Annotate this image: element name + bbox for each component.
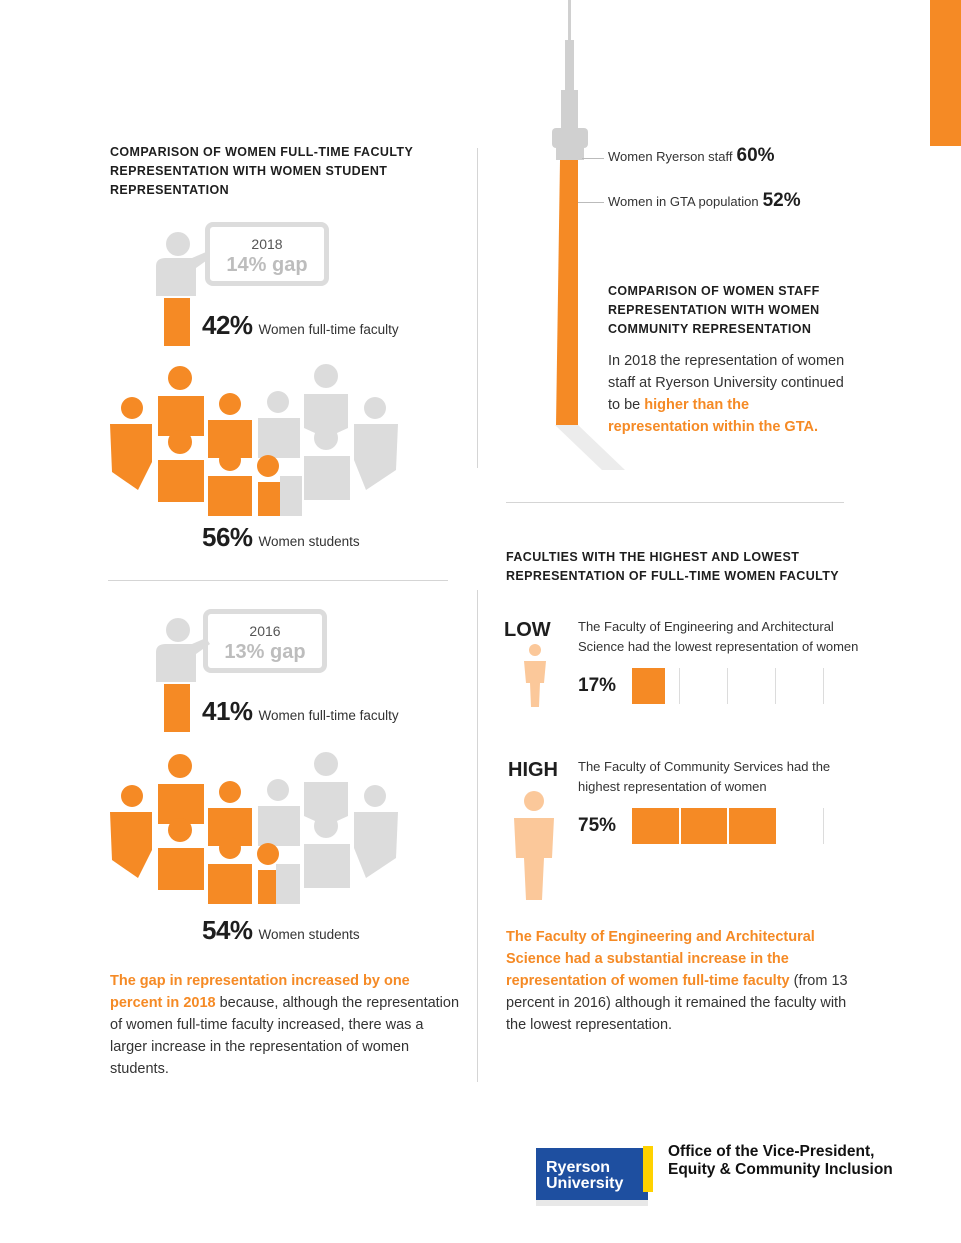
left-summary-bold: The gap in representation increased by one percent in 2018 [110, 973, 410, 1011]
gap-year: 2016 [249, 623, 281, 639]
students-stat-2018 [202, 522, 360, 553]
column-divider-bottom [477, 590, 478, 1082]
gap-value: 14% gap [226, 254, 308, 276]
faculty-stat-2018 [202, 310, 399, 341]
left-summary-rest: because, although the representation of women full-time faculty increased, there was a larger increase in the representation of women students. [110, 995, 460, 1077]
faculty-label: Women full-time faculty [258, 708, 399, 723]
faculty-stat-2016 [202, 696, 399, 727]
left-summary [110, 970, 460, 1080]
staff-heading: COMPARISON OF WOMEN STAFF REPRESENTATION WITH WOMEN COMMUNITY REPRESENTATION [608, 284, 820, 336]
tower-staff-stat [608, 145, 775, 167]
logo-accent-bar [643, 1146, 653, 1192]
tower-gta-stat [608, 190, 801, 212]
high-bar [632, 808, 826, 844]
tower-gta-label: Women in GTA population [608, 194, 759, 209]
right-summary-bold: The Faculty of Engineering and Architectural Science had a substantial increase in the representation of women full-time faculty [506, 929, 815, 989]
office-title [668, 1143, 928, 1179]
faculty-label: Women full-time faculty [258, 322, 399, 337]
faculty-student-heading: COMPARISON OF WOMEN FULL-TIME FACULTY REPRESENTATION WITH WOMEN STUDENT REPRESENTATION [110, 145, 413, 197]
tower-gta-pct: 52% [762, 190, 801, 211]
bar-tick [775, 668, 776, 704]
faculties-heading: FACULTIES WITH THE HIGHEST AND LOWEST REPRESENTATION OF FULL-TIME WOMEN FACULTY [506, 550, 840, 583]
tower-staff-label: Women Ryerson staff [608, 149, 733, 164]
low-text: The Faculty of Engineering and Architectural Science had the lowest representation of women [578, 619, 859, 654]
low-pct: 17% [578, 675, 617, 696]
crowd-icon-2016 [108, 750, 400, 910]
column-divider-top [477, 148, 478, 468]
person-icon-high [512, 790, 556, 900]
right-summary [506, 926, 851, 1036]
bar-tick [727, 668, 728, 704]
high-tag: HIGH [508, 759, 558, 781]
faculty-pct: 42% [202, 310, 253, 340]
corner-tab [930, 0, 961, 146]
high-text: The Faculty of Community Services had the highest representation of women [578, 759, 831, 794]
right-section-divider [506, 502, 844, 503]
ryerson-logo [536, 1148, 648, 1206]
high-bar-fill [632, 808, 776, 844]
students-label: Women students [258, 534, 360, 549]
office-line-1: Office of the Vice-President, [668, 1143, 875, 1160]
staff-text-bold: higher than the representation within the GTA. [608, 397, 818, 435]
person-icon-low [522, 643, 548, 707]
tower-leader-staff [582, 158, 604, 159]
crowd-icon-2018 [108, 362, 400, 522]
gap-box-2018 [205, 222, 329, 286]
bar-tick [679, 808, 681, 844]
gap-box-2016 [203, 609, 327, 673]
bar-tick [823, 808, 824, 844]
gap-year: 2018 [251, 236, 283, 252]
low-bar [632, 668, 826, 704]
left-section-divider [108, 580, 448, 581]
office-line-2: Equity & Community Inclusion [668, 1161, 893, 1178]
bar-tick [823, 668, 824, 704]
low-tag: LOW [504, 619, 551, 641]
students-label: Women students [258, 927, 360, 942]
students-pct: 54% [202, 915, 253, 945]
students-stat-2016 [202, 915, 360, 946]
bar-tick [727, 808, 729, 844]
high-pct: 75% [578, 815, 617, 836]
faculty-pct: 41% [202, 696, 253, 726]
logo-line-1: Ryerson [546, 1159, 611, 1176]
bar-tick [679, 668, 680, 704]
tower-staff-pct: 60% [736, 145, 775, 166]
gap-value: 13% gap [224, 641, 306, 663]
low-bar-fill [632, 668, 665, 704]
staff-text-regular: In 2018 the representation of women staff at Ryerson University continued to be [608, 353, 845, 413]
tower-leader-gta [578, 202, 604, 203]
students-pct: 56% [202, 522, 253, 552]
right-summary-rest: (from 13 percent in 2016) although it remained the faculty with the lowest representation. [506, 973, 848, 1033]
staff-text [608, 350, 848, 438]
logo-line-2: University [546, 1175, 624, 1192]
